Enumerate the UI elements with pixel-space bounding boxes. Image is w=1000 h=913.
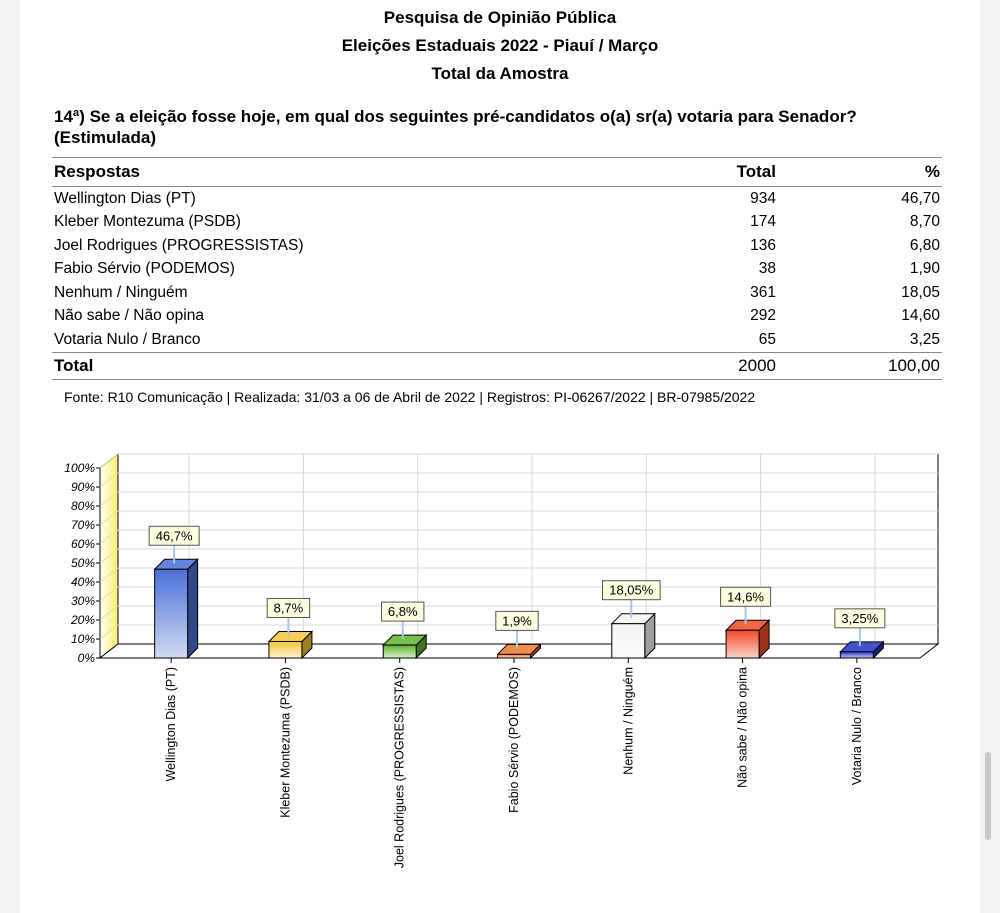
x-category-label: Não sabe / Não opina — [735, 667, 750, 788]
row-pct: 8,70 — [909, 213, 940, 231]
x-category-label: Joel Rodrigues (PROGRESSISTAS) — [392, 667, 407, 869]
report-title: Pesquisa de Opinião Pública — [383, 8, 617, 27]
data-label: 14,6% — [727, 589, 765, 605]
row-total: 136 — [750, 236, 776, 254]
y-tick-label: 30% — [70, 594, 95, 608]
row-label: Kleber Montezuma (PSDB) — [54, 213, 241, 231]
question-text: 14ª) Se a eleição fosse hoje, em qual dos seguintes pré-candidatos o(a) sr(a) votaria para Senador? (Estimulada) — [54, 107, 857, 147]
data-label: 1,9% — [502, 613, 532, 629]
total-count: 2000 — [684, 352, 778, 379]
row-label: Votaria Nulo / Branco — [54, 330, 201, 348]
row-total: 174 — [750, 213, 776, 231]
row-label: Wellington Dias (PT) — [54, 189, 196, 207]
y-tick-label: 40% — [70, 575, 95, 589]
y-tick-label: 10% — [70, 632, 95, 646]
x-category-label: Kleber Montezuma (PSDB) — [278, 667, 293, 818]
data-label: 46,7% — [155, 528, 193, 544]
row-total: 65 — [758, 330, 776, 348]
y-tick-label: 60% — [70, 537, 95, 551]
row-pct: 6,80 — [909, 236, 940, 254]
y-tick-label: 90% — [70, 480, 95, 494]
table-header-row — [52, 158, 942, 187]
total-pct: 100,00 — [778, 352, 942, 379]
bar — [155, 569, 188, 658]
row-label: Fabio Sérvio (PODEMOS) — [54, 260, 235, 278]
row-pct: 1,90 — [909, 260, 940, 278]
row-label: Nenhum / Ninguém — [54, 283, 188, 301]
y-tick-label: 0% — [77, 651, 95, 665]
row-total: 38 — [758, 260, 776, 278]
y-tick-label: 20% — [70, 613, 95, 627]
data-label: 18,05% — [609, 582, 654, 598]
bar — [269, 641, 302, 658]
source-note: Fonte: R10 Comunicação | Realizada: 31/03 a 06 de Abril de 2022 | Registros: PI-06267/2022 | BR-07985/2022 — [64, 389, 756, 405]
bar-chart — [20, 440, 980, 913]
header-pct: % — [778, 158, 942, 187]
x-category-label: Votaria Nulo / Branco — [849, 667, 864, 786]
row-pct: 14,60 — [901, 307, 940, 325]
data-label: 6,8% — [387, 604, 418, 620]
table-row — [52, 328, 942, 352]
table-row — [52, 258, 942, 282]
x-category-label: Fabio Sérvio (PODEMOS) — [507, 667, 521, 813]
bar — [840, 652, 873, 658]
data-label: 8,7% — [273, 600, 304, 616]
bar-side — [188, 559, 198, 658]
row-total: 292 — [750, 307, 776, 325]
table-row — [52, 211, 942, 235]
row-pct: 3,25 — [909, 330, 940, 348]
table-total-row — [52, 352, 942, 379]
header-respostas: Respostas — [52, 158, 684, 187]
bar — [612, 624, 645, 658]
report-subtitle: Eleições Estaduais 2022 - Piauí / Março — [341, 36, 659, 55]
scrollbar[interactable] — [985, 752, 991, 840]
table-row — [52, 234, 942, 258]
report-sample: Total da Amostra — [431, 64, 569, 83]
table-row — [52, 187, 942, 211]
y-tick-label: 100% — [64, 461, 95, 475]
row-total: 361 — [750, 283, 776, 301]
x-category-label: Nenhum / Ninguém — [621, 667, 636, 775]
bar — [498, 654, 531, 658]
data-label: 3,25% — [841, 610, 879, 626]
row-pct: 46,70 — [901, 189, 940, 207]
y-tick-label: 80% — [70, 499, 95, 513]
total-label: Total — [52, 352, 684, 379]
header-total: Total — [684, 158, 778, 187]
bar — [726, 630, 759, 658]
y-tick-label: 50% — [70, 556, 95, 570]
report-page — [20, 0, 980, 913]
row-label: Joel Rodrigues (PROGRESSISTAS) — [54, 236, 304, 254]
bar — [383, 645, 416, 658]
results-table — [52, 157, 942, 380]
row-pct: 18,05 — [901, 283, 940, 301]
row-total: 934 — [750, 189, 776, 207]
table-row — [52, 305, 942, 329]
y-tick-label: 70% — [70, 518, 95, 532]
row-label: Não sabe / Não opina — [54, 307, 204, 325]
x-category-label: Wellington Dias (PT) — [164, 667, 179, 782]
table-row — [52, 281, 942, 305]
